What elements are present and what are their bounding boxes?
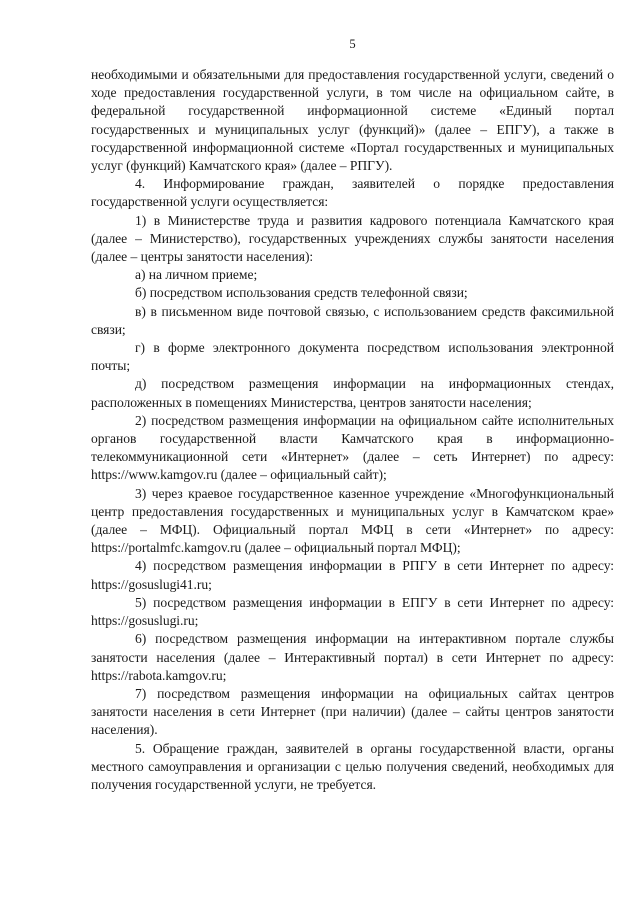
paragraph-continuation: необходимыми и обязательными для предоставления государственной услуги, сведений о ходе предоставления государственной услуги, в том числе на официальном сайте, в федеральной государственной информационной системе «Единый портал государственных и муниципальных услуг (функций)» (далее – ЕПГУ), а также в государственной информационной системе «Портал государственных и муниципальных услуг (функций) Камчатского края» (далее – РПГУ). [91, 67, 614, 174]
paragraph-subitem-3: 3) через краевое государственное казенное учреждение «Многофункциональный центр предоставления государственных и муниципальных услуг в Камчатском крае» (далее – МФЦ). Официальный портал МФЦ в сети «Интернет» по адресу: https://portalmfc.kamgov.ru (далее – официальный портал МФЦ); [91, 485, 614, 556]
document-body [91, 66, 614, 794]
paragraph-subitem-4: 4) посредством размещения информации в РПГУ в сети Интернет по адресу: https://gosuslugi41.ru; [91, 558, 614, 592]
paragraph-subitem-5: 5) посредством размещения информации в ЕПГУ в сети Интернет по адресу: https://gosuslugi.ru; [91, 594, 614, 629]
paragraph-item-5: 5. Обращение граждан, заявителей в органы государственной власти, органы местного самоуправления и организации с целью получения сведений, необходимых для получения государственной услуги, не требуется. [91, 740, 614, 792]
page-number: 5 [349, 37, 356, 51]
paragraph-subitem-v: в) в письменном виде почтовой связью, с использованием средств факсимильной связи; [91, 303, 614, 337]
paragraph-subitem-g: г) в форме электронного документа посредством использования электронной почты; [91, 340, 614, 374]
paragraph-subitem-7: 7) посредством размещения информации на официальных сайтах центров занятости населения в сети Интернет (при наличии) (далее – сайты центров занятости населения). [91, 685, 614, 738]
paragraph-subitem-a: а) на личном приеме; [135, 267, 258, 283]
paragraph-subitem-2: 2) посредством размещения информации на официальном сайте исполнительных органов государственной власти Камчатского края в информационно-телекоммуникационной сети «Интернет» (далее – сеть Интернет) по адресу: https://www.kamgov.ru (далее – официальный сайт); [91, 412, 614, 483]
paragraph-subitem-d: д) посредством размещения информации на информационных стендах, расположенных в помещениях Министерства, центров занятости населения; [91, 376, 614, 410]
paragraph-subitem-1: 1) в Министерстве труда и развития кадрового потенциала Камчатского края (далее – Министерство), государственных учреждениях службы занятости населения (далее – центры занятости населения): [91, 212, 614, 265]
paragraph-item-4: 4. Информирование граждан, заявителей о порядке предоставления государственной услуги осуществляется: [91, 176, 614, 210]
paragraph-subitem-b: б) посредством использования средств телефонной связи; [135, 285, 468, 301]
paragraph-subitem-6: 6) посредством размещения информации на интерактивном портале службы занятости населения (далее – Интерактивный портал) в сети Интернет по адресу: https://rabota.kamgov.ru; [91, 631, 614, 683]
